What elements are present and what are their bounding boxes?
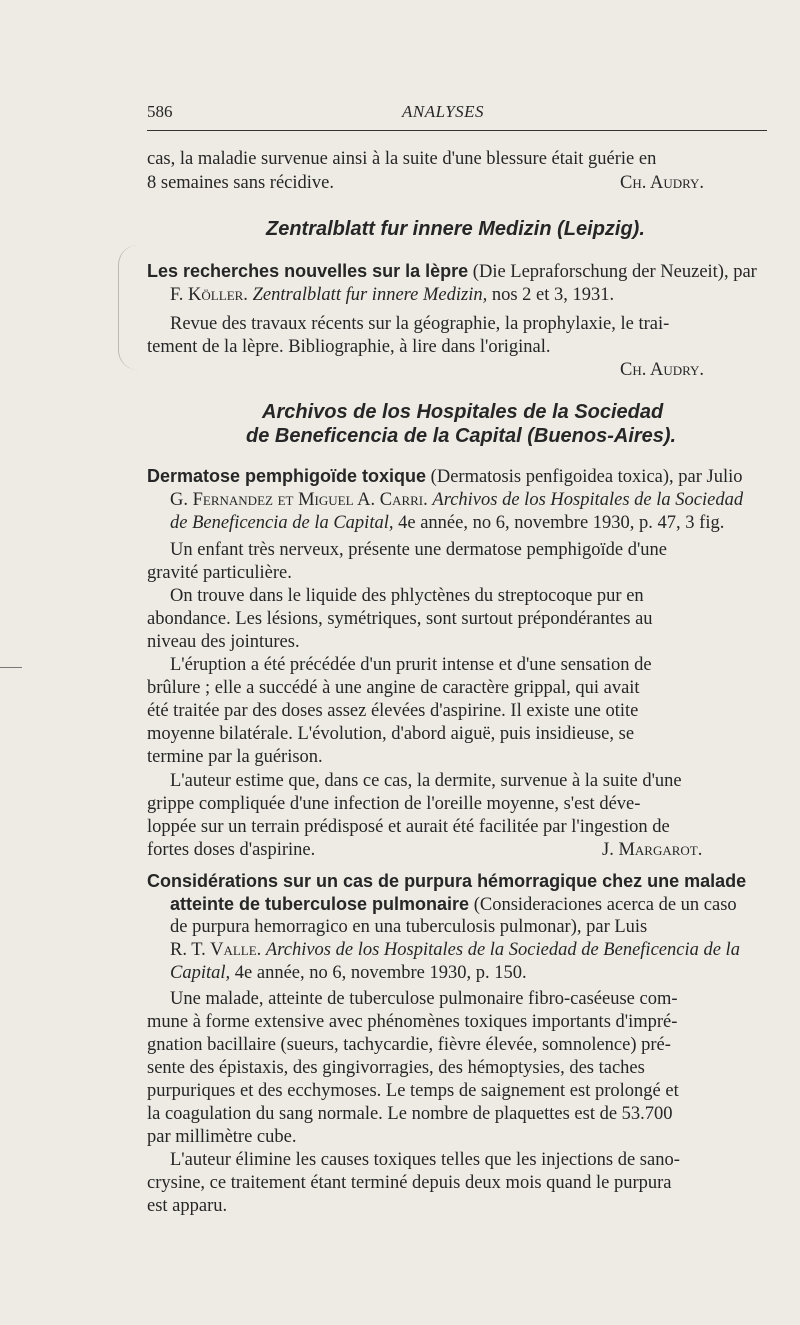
- text-line: L'éruption a été précédée d'un prurit intense et d'une sensation de: [170, 655, 652, 675]
- text-line: Revue des travaux récents sur la géographie, la prophylaxie, le trai-: [170, 314, 670, 334]
- text-line: gravité particulière.: [147, 563, 292, 583]
- text-line: brûlure ; elle a succédé à une angine de caractère grippal, qui avait: [147, 678, 640, 698]
- journal-heading: Zentralblatt fur innere Medizin (Leipzig).: [266, 218, 645, 240]
- text-line: tement de la lèpre. Bibliographie, à lire dans l'original.: [147, 337, 551, 357]
- text-line: termine par la guérison.: [147, 747, 323, 767]
- text-line: L'auteur élimine les causes toxiques telles que les injections de sano-: [170, 1150, 680, 1170]
- margin-mark: [0, 667, 22, 668]
- text-line: cas, la maladie survenue ainsi à la suite d'une blessure était guérie en: [147, 149, 657, 169]
- text-line: L'auteur estime que, dans ce cas, la dermite, survenue à la suite d'une: [170, 771, 682, 791]
- text-line: Un enfant très nerveux, présente une dermatose pemphigoïde d'une: [170, 540, 668, 560]
- article-reference: F. Köller. Zentralblatt fur innere Medizin, nos 2 et 3, 1931.: [170, 285, 615, 305]
- text-line: mune à forme extensive avec phénomènes toxiques importants d'impré-: [147, 1012, 678, 1032]
- journal-heading: de Beneficencia de la Capital (Buenos-Aires).: [246, 425, 677, 447]
- text-line: Une malade, atteinte de tuberculose pulmonaire fibro-caséeuse com-: [170, 989, 678, 1009]
- text-line: gnation bacillaire (sueurs, tachycardie, fièvre élevée, somnolence) pré-: [147, 1035, 671, 1055]
- text-line: crysine, ce traitement étant terminé depuis deux mois quand le purpura: [147, 1173, 672, 1193]
- text-line: On trouve dans le liquide des phlyctènes du streptocoque pur en: [170, 586, 644, 606]
- article-title: Dermatose pemphigoïde toxique (Dermatosis penfigoidea toxica), par Julio: [147, 466, 743, 487]
- article-reference: R. T. Valle. Archivos de los Hospitales de la Sociedad de Beneficencia de la: [170, 940, 740, 960]
- article-reference: de purpura hemorragico en una tuberculosis pulmonar), par Luis: [170, 917, 648, 937]
- author-signature: Ch. Audry.: [620, 360, 705, 380]
- article-reference: de Beneficencia de la Capital, 4e année, no 6, novembre 1930, p. 47, 3 fig.: [170, 513, 725, 533]
- text-line: niveau des jointures.: [147, 632, 300, 652]
- text-line: sente des épistaxis, des gingivorragies, des hémoptysies, des taches: [147, 1058, 645, 1078]
- text-line: par millimètre cube.: [147, 1127, 297, 1147]
- margin-bracket: [118, 245, 149, 370]
- page-header: [147, 100, 767, 130]
- header-rule: [147, 130, 767, 131]
- text-line: grippe compliquée d'une infection de l'oreille moyenne, s'est déve-: [147, 794, 641, 814]
- text-line: la coagulation du sang normale. Le nombre de plaquettes est de 53.700: [147, 1104, 673, 1124]
- page-number: 586: [147, 102, 173, 121]
- text-line: 8 semaines sans récidive.: [147, 173, 334, 193]
- text-line: purpuriques et des ecchymoses. Le temps de saignement est prolongé et: [147, 1081, 679, 1101]
- running-title: ANALYSES: [402, 102, 485, 121]
- article-reference: Capital, 4e année, no 6, novembre 1930, p. 150.: [170, 963, 527, 983]
- text-line: été traitée par des doses assez élevées d'aspirine. Il existe une otite: [147, 701, 639, 721]
- author-signature: Ch. Audry.: [620, 173, 705, 193]
- article-title: atteinte de tuberculose pulmonaire (Consideraciones acerca de un caso: [170, 894, 737, 915]
- journal-heading: Archivos de los Hospitales de la Sociedad: [262, 401, 664, 423]
- text-line: fortes doses d'aspirine.: [147, 840, 316, 860]
- text-line: moyenne bilatérale. L'évolution, d'abord aiguë, puis insidieuse, se: [147, 724, 635, 744]
- text-line: abondance. Les lésions, symétriques, sont surtout prépondérantes au: [147, 609, 653, 629]
- article-title: Les recherches nouvelles sur la lèpre (Die Lepraforschung der Neuzeit), par: [147, 261, 757, 282]
- article-reference: G. Fernandez et Miguel A. Carri. Archivos de los Hospitales de la Sociedad: [170, 490, 744, 510]
- author-signature: J. Margarot.: [602, 840, 703, 860]
- article-title: Considérations sur un cas de purpura hémorragique chez une malade: [147, 871, 747, 891]
- text-line: loppée sur un terrain prédisposé et aurait été facilitée par l'ingestion de: [147, 817, 670, 837]
- article-title-text: Les recherches nouvelles sur la lèpre: [147, 261, 469, 281]
- text-line: est apparu.: [147, 1196, 228, 1216]
